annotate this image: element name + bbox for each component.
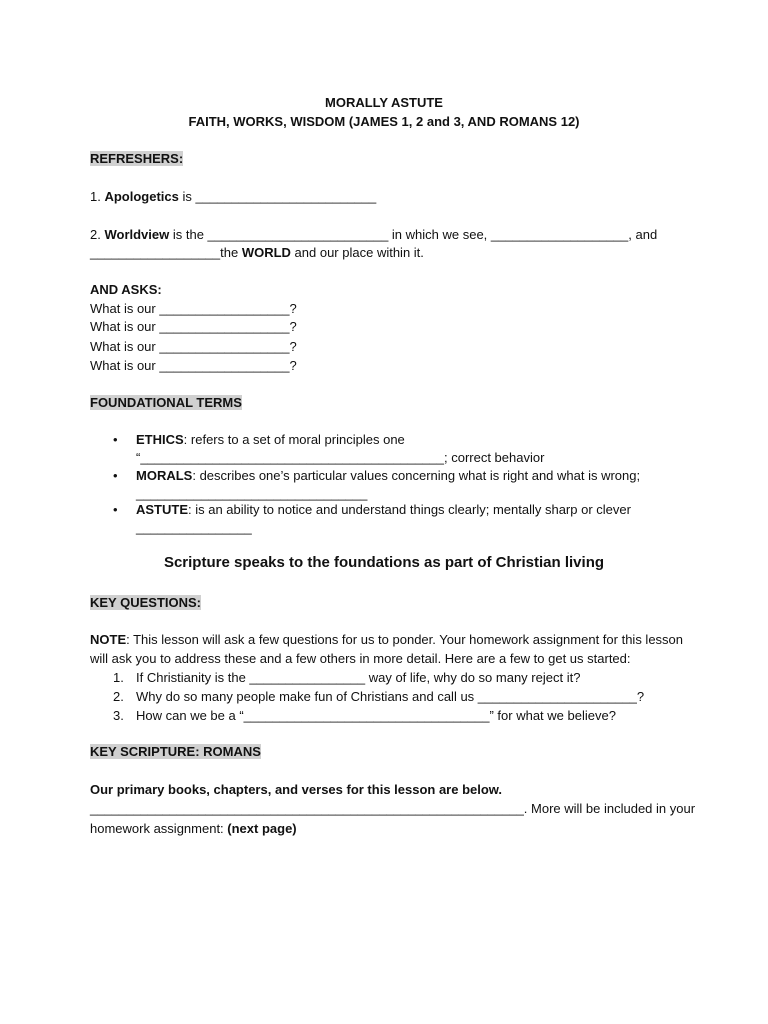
ask-question: What is our __________________? (90, 358, 297, 373)
and-asks-heading: AND ASKS: (90, 282, 162, 297)
term-morals: MORALS: describes one’s particular values concerning what is right and what is wrong; (136, 468, 641, 483)
key-question-item: Why do so many people make fun of Christians and call us ______________________? (136, 689, 645, 704)
ask-question: What is our __________________? (90, 339, 297, 354)
foundational-terms-heading: FOUNDATIONAL TERMS (90, 395, 242, 410)
doc-subtitle: FAITH, WORKS, WISDOM (JAMES 1, 2 and 3, AND ROMANS 12) (188, 114, 580, 129)
refresher-item-apologetics: 1. Apologetics is _________________________ (90, 189, 377, 204)
key-scripture-heading: KEY SCRIPTURE: ROMANS (90, 744, 261, 759)
primary-books-blank-line: ____________________________________________________________. More will be included in your (90, 801, 696, 816)
note-paragraph-line1: NOTE: This lesson will ask a few questions for us to ponder. Your homework assignment for this lesson (90, 632, 684, 647)
bullet-dot: • (113, 502, 118, 517)
list-number: 1. (113, 670, 124, 685)
term-astute: ASTUTE: is an ability to notice and understand things clearly; mentally sharp or clever (136, 502, 631, 517)
key-question-item: If Christianity is the ________________ way of life, why do so many reject it? (136, 670, 581, 685)
primary-books-line: Our primary books, chapters, and verses for this lesson are below. (90, 782, 503, 797)
ask-question: What is our __________________? (90, 301, 297, 316)
homework-line: homework assignment: (next page) (90, 821, 297, 836)
key-question-item: How can we be a “__________________________________” for what we believe? (136, 708, 616, 723)
refresher-item-worldview-line2: __________________the WORLD and our place within it. (90, 245, 424, 260)
list-number: 3. (113, 708, 124, 723)
term-ethics-line2: “__________________________________________; correct behavior (136, 450, 545, 465)
term-astute-line2: ________________ (136, 520, 252, 535)
ask-question: What is our __________________? (90, 319, 297, 334)
bullet-dot: • (113, 468, 118, 483)
refresher-item-worldview: 2. Worldview is the _________________________ in which we see, ___________________, and (90, 227, 658, 242)
bullet-dot: • (113, 432, 118, 447)
doc-title: MORALLY ASTUTE (325, 95, 443, 110)
scripture-heading: Scripture speaks to the foundations as part of Christian living (163, 554, 605, 571)
refreshers-heading: REFRESHERS: (90, 151, 184, 166)
note-paragraph-line2: will ask you to address these and a few others in more detail. Here are a few to get us started: (90, 651, 631, 666)
list-number: 2. (113, 689, 124, 704)
term-ethics: ETHICS: refers to a set of moral principles one (136, 432, 405, 447)
key-questions-heading: KEY QUESTIONS: (90, 595, 202, 610)
term-morals-line2: ________________________________ (136, 486, 368, 501)
